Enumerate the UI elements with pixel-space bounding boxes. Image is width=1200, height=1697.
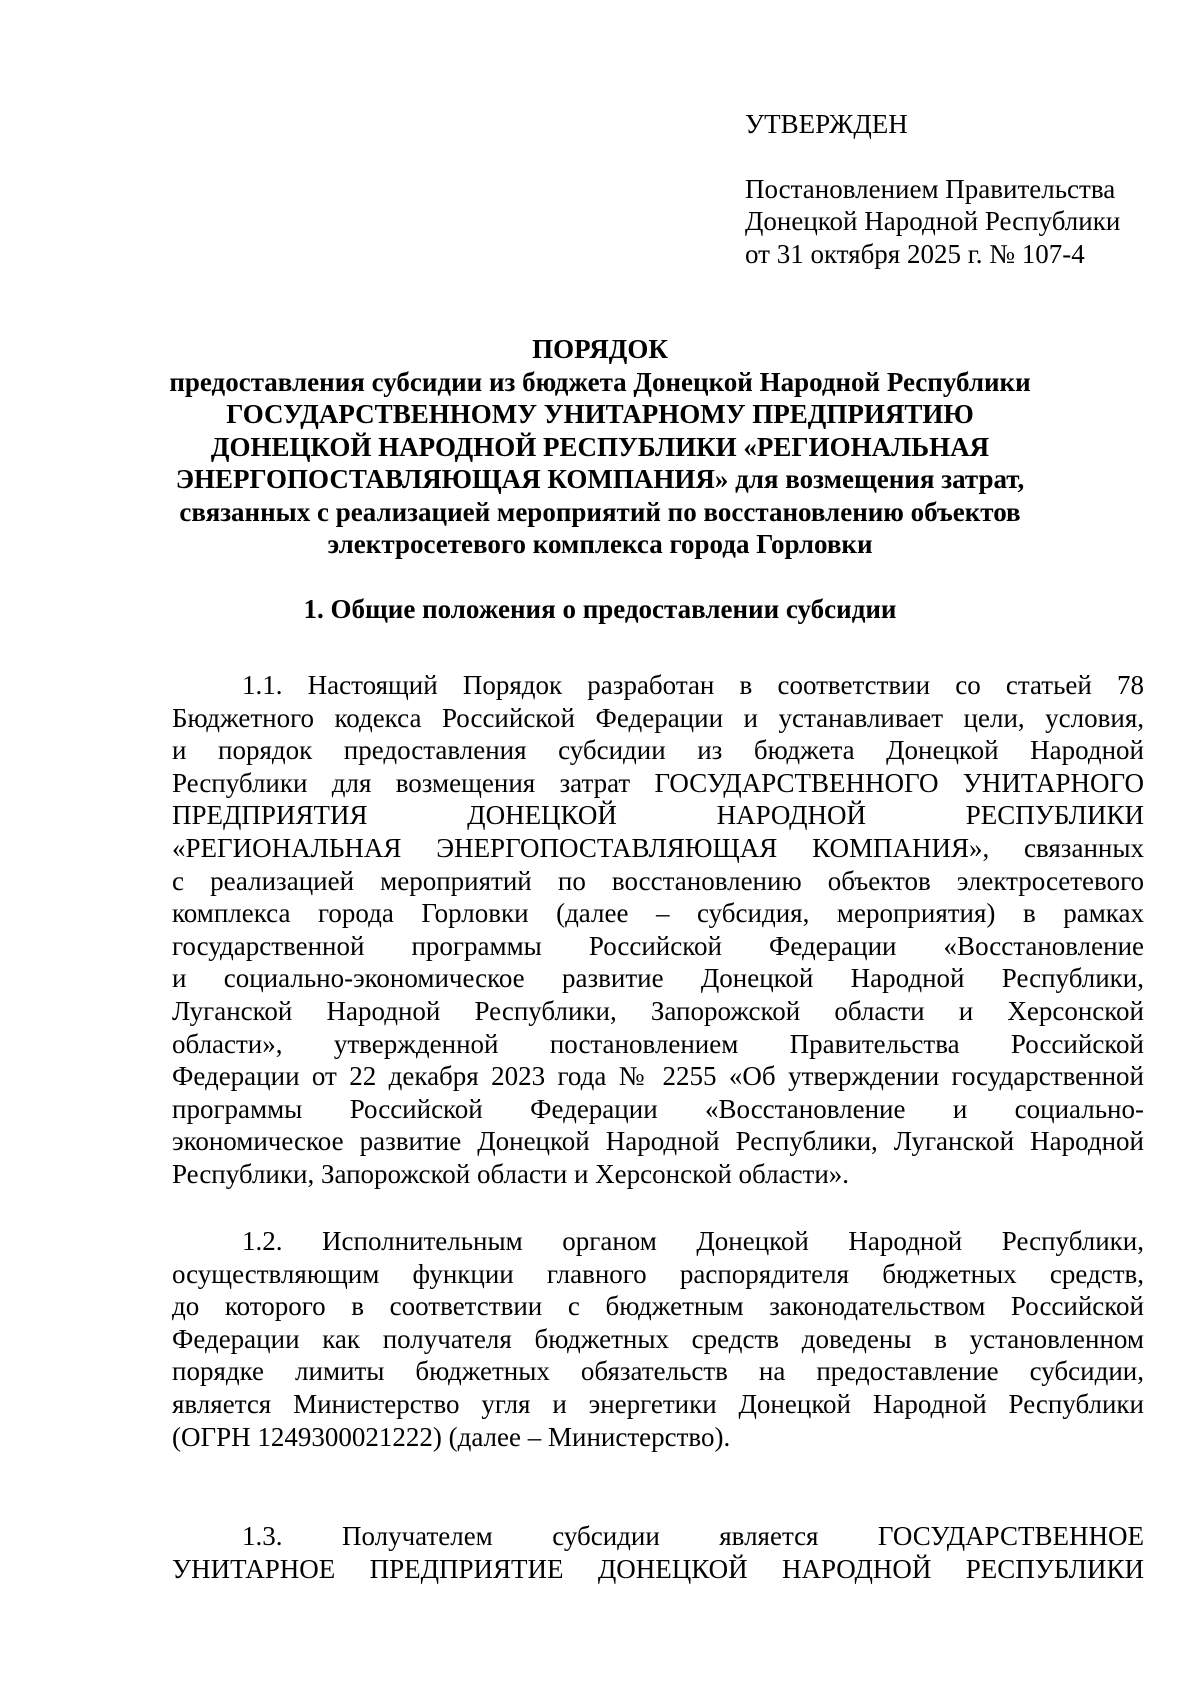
approval-stamp: УТВЕРЖДЕН [745, 109, 908, 139]
paragraph-line: «РЕГИОНАЛЬНАЯ ЭНЕРГОПОСТАВЛЯЮЩАЯ КОМПАНИЯ», связанных [172, 832, 1144, 863]
heading-line: предоставления субсидии из бюджета Донецкой Народной Республики [169, 366, 1031, 397]
paragraph-line: Республики для возмещения затрат ГОСУДАРСТВЕННОГО УНИТАРНОГО [172, 767, 1144, 798]
paragraph-line: программы Российской Федерации «Восстановление и социально- [172, 1093, 1144, 1124]
paragraph-line: является Министерство угля и энергетики Донецкой Народной Республики [172, 1388, 1144, 1419]
paragraph-line: (ОГРН 1249300021222) (далее – Министерство). [172, 1421, 731, 1452]
document-heading [150, 333, 1050, 561]
paragraph-line: Луганской Народной Республики, Запорожской области и Херсонской [172, 995, 1144, 1026]
paragraph-line: порядке лимиты бюджетных обязательств на предоставление субсидии, [172, 1356, 1144, 1387]
paragraph-line: Федерации от 22 декабря 2023 года № 2255 «Об утверждении государственной [172, 1061, 1144, 1092]
paragraph-line: до которого в соответствии с бюджетным законодательством Российской [172, 1291, 1144, 1322]
paragraph-line: 1.1. Настоящий Порядок разработан в соответствии со статьей 78 [242, 670, 1144, 700]
paragraph-line: Республики, Запорожской области и Херсонской области». [172, 1158, 850, 1189]
approval-line: от 31 октября 2025 г. № 107-4 [745, 238, 1085, 269]
paragraph-line: государственной программы Российской Федерации «Восстановление [172, 930, 1144, 961]
paragraph-1-2 [172, 1225, 1144, 1453]
heading-line: связанных с реализацией мероприятий по восстановлению объектов [179, 496, 1021, 527]
approval-block [745, 108, 1120, 270]
approval-line: Донецкой Народной Республики [745, 206, 1121, 236]
heading-line: ЭНЕРГОПОСТАВЛЯЮЩАЯ КОМПАНИЯ» для возмещения затрат, [175, 464, 1025, 494]
approval-line: Постановлением Правительства [745, 173, 1116, 204]
document-title: ПОРЯДОК [532, 334, 668, 364]
paragraph-1-3 [172, 1520, 1144, 1585]
heading-line: ДОНЕЦКОЙ НАРОДНОЙ РЕСПУБЛИКИ «РЕГИОНАЛЬНАЯ [210, 431, 990, 462]
paragraph-line: экономическое развитие Донецкой Народной Республики, Луганской Народной [172, 1126, 1144, 1157]
paragraph-line: Федерации как получателя бюджетных средств доведены в установленном [172, 1323, 1144, 1354]
paragraph-line: и порядок предоставления субсидии из бюджета Донецкой Народной [172, 735, 1144, 766]
heading-line: электросетевого комплекса города Горловки [327, 529, 873, 559]
paragraph-1-1 [172, 669, 1144, 1191]
paragraph-line: с реализацией мероприятий по восстановлению объектов электросетевого [172, 865, 1144, 896]
paragraph-line: осуществляющим функции главного распорядителя бюджетных средств, [172, 1258, 1144, 1289]
paragraph-line: Бюджетного кодекса Российской Федерации и устанавливает цели, условия, [172, 702, 1144, 733]
paragraph-line: 1.2. Исполнительным органом Донецкой Народной Республики, [242, 1226, 1144, 1256]
paragraph-line: ПРЕДПРИЯТИЯ ДОНЕЦКОЙ НАРОДНОЙ РЕСПУБЛИКИ [172, 800, 1144, 831]
heading-line: ГОСУДАРСТВЕННОМУ УНИТАРНОМУ ПРЕДПРИЯТИЮ [226, 399, 974, 429]
paragraph-line: 1.3. Получателем субсидии является ГОСУДАРСТВЕННОЕ [242, 1521, 1144, 1551]
paragraph-line: и социально-экономическое развитие Донецкой Народной Республики, [172, 963, 1144, 994]
section-title: 1. Общие положения о предоставлении субсидии [303, 594, 897, 624]
paragraph-line: комплекса города Горловки (далее – субсидия, мероприятия) в рамках [172, 898, 1144, 929]
paragraph-line: УНИТАРНОЕ ПРЕДПРИЯТИЕ ДОНЕЦКОЙ НАРОДНОЙ РЕСПУБЛИКИ [172, 1553, 1144, 1584]
paragraph-line: области», утвержденной постановлением Правительства Российской [172, 1028, 1144, 1059]
